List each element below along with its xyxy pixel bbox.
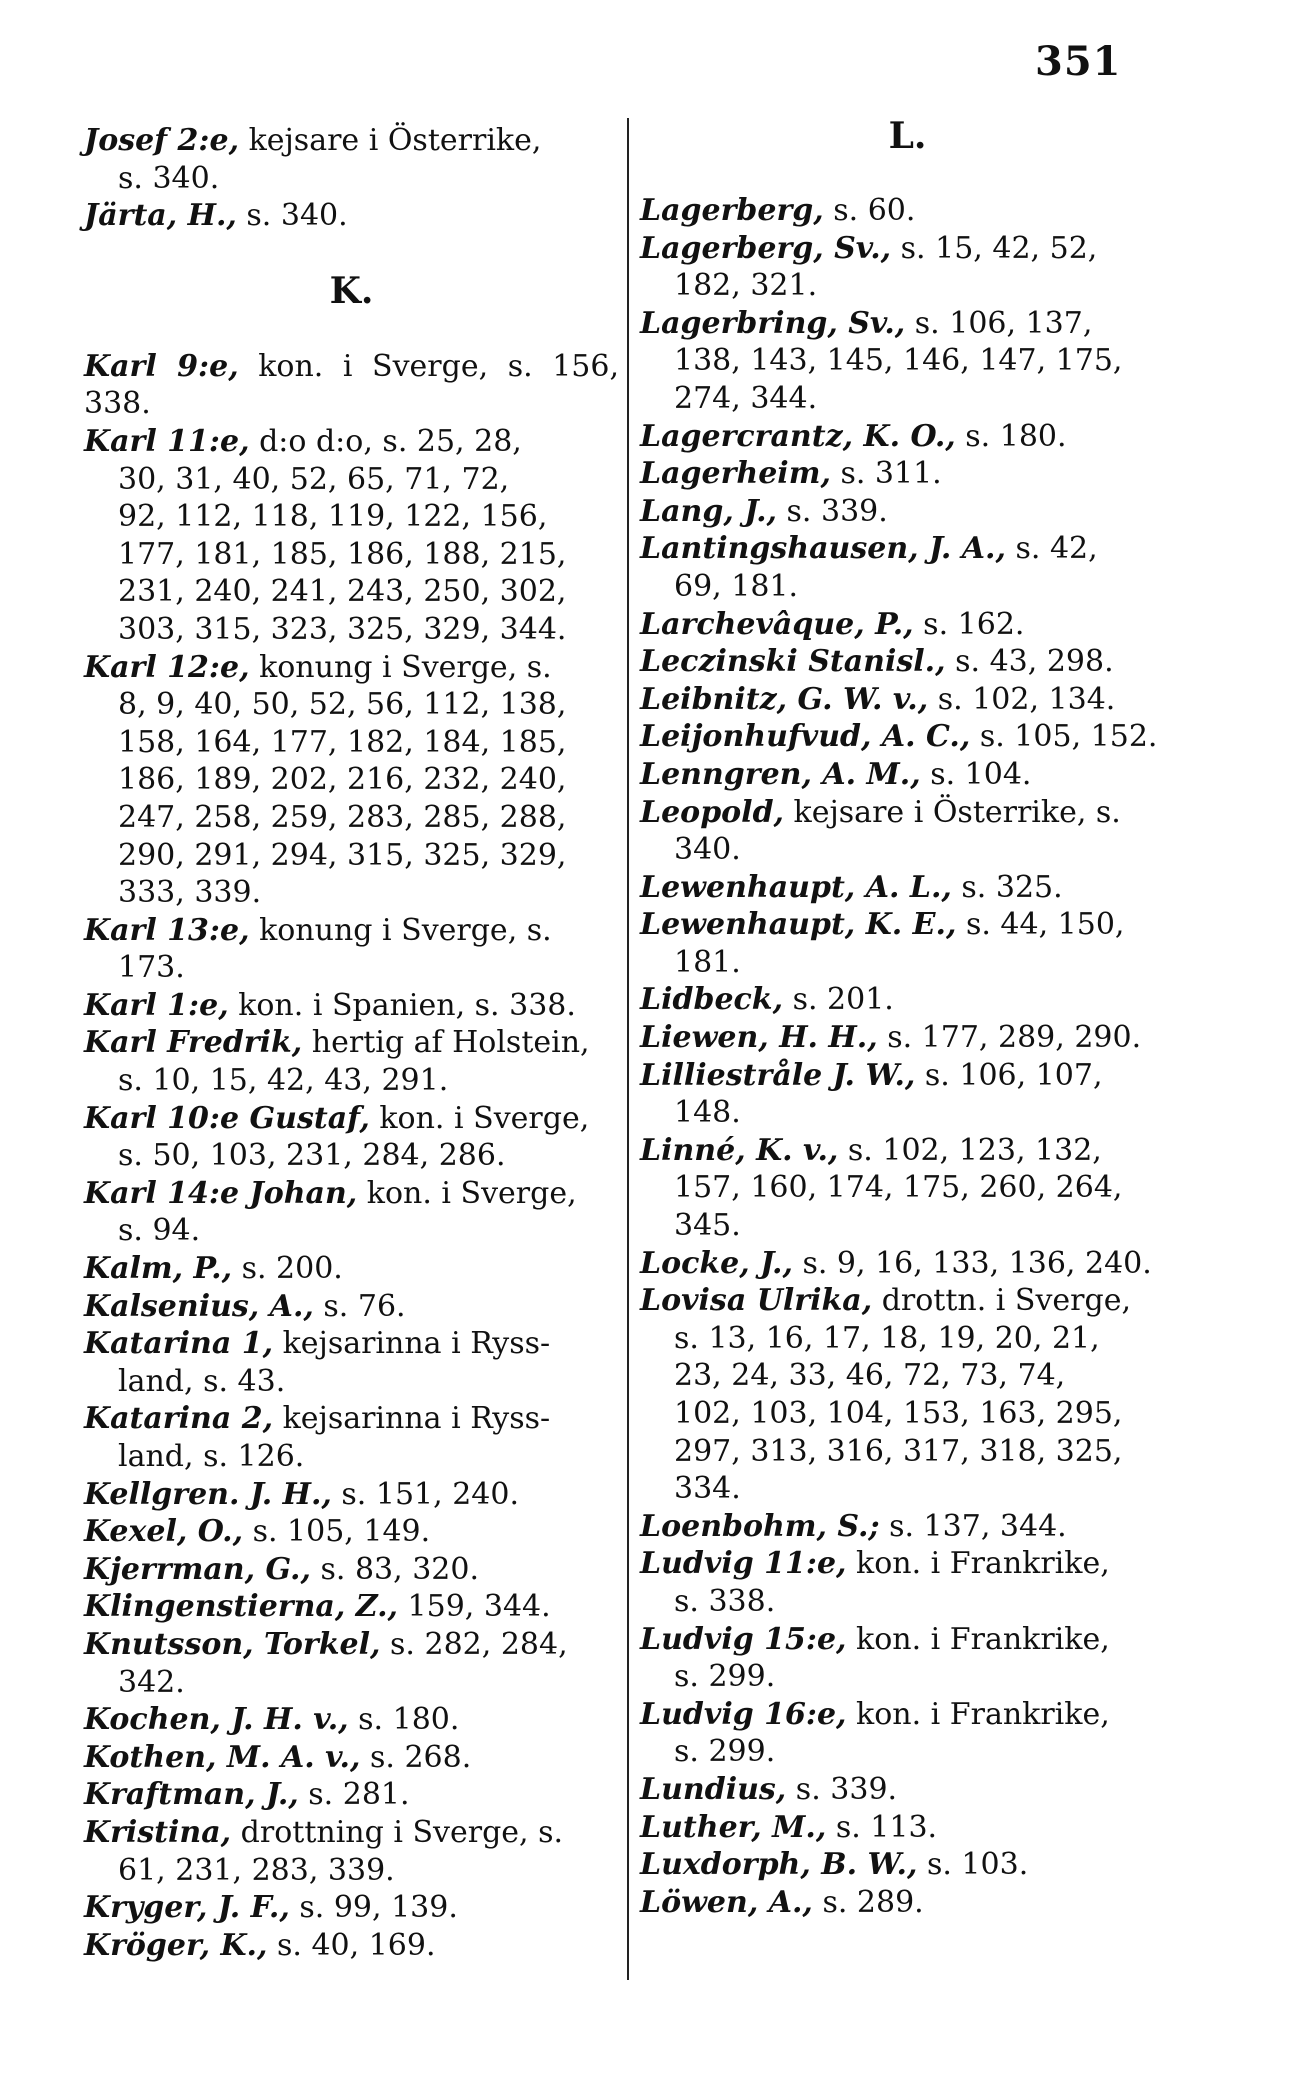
index-entry <box>640 530 1175 605</box>
entry-continuation: s. 10, 15, 42, 43, 291. <box>118 1063 449 1099</box>
entry-name: Kothen, M. A. v., <box>84 1739 361 1775</box>
entry-name: Loenbohm, S.; <box>640 1508 880 1544</box>
entry-name: Leopold, <box>640 794 784 830</box>
index-entry <box>640 981 1175 1019</box>
entry-name: Lagercrantz, K. O., <box>640 418 956 454</box>
entry-text: s. 268. <box>370 1739 472 1775</box>
index-entry <box>640 1696 1175 1771</box>
entry-name: Karl 9:e, <box>84 348 239 384</box>
index-entry <box>84 122 619 197</box>
entry-name: Ludvig 15:e, <box>640 1621 847 1657</box>
entry-continuation: land, s. 126. <box>118 1439 305 1474</box>
entry-text: s. 340. <box>246 198 348 234</box>
index-entry <box>84 1513 619 1551</box>
index-entry <box>84 1024 619 1099</box>
entry-continuation: 181. <box>674 944 741 980</box>
entry-name: Kalm, P., <box>84 1251 233 1287</box>
entry-text: konung i Sverge, s. <box>259 912 552 948</box>
entry-name: Kristina, <box>84 1814 232 1850</box>
index-entry <box>640 1545 1175 1620</box>
index-entry <box>640 1132 1175 1245</box>
entry-name: Liewen, H. H., <box>640 1020 878 1056</box>
entry-name: Karl 13:e, <box>84 912 250 948</box>
column-divider <box>627 118 629 1980</box>
entry-name: Josef 2:e, <box>84 123 240 158</box>
entry-continuation: s. 340. <box>118 160 220 196</box>
entry-continuation: 274, 344. <box>674 380 818 416</box>
entry-name: Karl 1:e, <box>84 987 229 1023</box>
entry-name: Kexel, O., <box>84 1514 244 1550</box>
entry-text: konung i Sverge, s. <box>259 649 552 685</box>
entry-text: s. 151, 240. <box>341 1476 520 1512</box>
entry-continuation: 340. <box>674 832 741 868</box>
entry-continuation: 342. <box>118 1664 185 1700</box>
entry-name: Leczinski Stanisl., <box>640 644 946 680</box>
entry-name: Lewenhaupt, A. L., <box>640 869 952 905</box>
entry-name: Lagerbring, Sv., <box>640 305 906 341</box>
index-entry <box>84 1100 619 1175</box>
entry-text: s. 44, 150, <box>965 907 1125 943</box>
entry-text: s. 99, 139. <box>299 1890 458 1926</box>
entry-text: s. 282, 284, <box>390 1626 568 1662</box>
entry-text: s. 106, 137, <box>914 305 1093 341</box>
entry-continuation: 61, 231, 283, 339. <box>118 1852 395 1888</box>
entry-text: s. 60. <box>833 193 916 228</box>
index-entry <box>84 1175 619 1250</box>
entry-name: Lagerberg, <box>640 193 824 228</box>
entry-continuation: 92, 112, 118, 119, 122, 156, <box>118 499 548 535</box>
entry-name: Luther, M., <box>640 1809 827 1845</box>
entry-continuation: 334. <box>674 1471 741 1507</box>
index-entry <box>84 423 619 649</box>
entry-text: s. 103. <box>926 1847 1029 1883</box>
entry-name: Karl Fredrik, <box>84 1025 303 1061</box>
entry-continuation: 69, 181. <box>674 568 799 604</box>
index-entry <box>84 1739 619 1777</box>
entry-name: Karl 10:e Gustaf, <box>84 1100 370 1136</box>
entry-text: kon. i Frankrike, <box>856 1696 1110 1732</box>
entry-continuation: 158, 164, 177, 182, 184, 185, <box>118 724 567 760</box>
entry-text: s. 40, 169. <box>276 1927 436 1963</box>
entry-text: s. 83, 320. <box>320 1551 480 1587</box>
entry-text: s. 105, 149. <box>252 1514 431 1550</box>
section-letter: K. <box>329 269 374 312</box>
entry-continuation: s. 299. <box>674 1659 776 1695</box>
entry-name: Larchevâque, P., <box>640 606 914 642</box>
entry-text: s. 180. <box>965 418 1067 454</box>
entry-name: Lagerberg, Sv., <box>640 230 892 266</box>
page-number: 351 <box>1035 38 1122 85</box>
entry-name: Kraftman, J., <box>84 1777 299 1813</box>
entry-continuation: 231, 240, 241, 243, 250, 302, <box>118 574 567 610</box>
index-entry <box>640 756 1175 794</box>
index-entry <box>84 1476 619 1514</box>
entry-text: kon. i Sverge, <box>366 1175 577 1211</box>
entry-text: s. 15, 42, 52, <box>900 230 1098 266</box>
index-column-right <box>640 115 1175 1921</box>
entry-text: kon. i Sverge, <box>379 1100 590 1136</box>
entry-text: s. 162. <box>923 606 1025 642</box>
entry-text: kejsarinna i Ryss- <box>282 1326 551 1362</box>
index-entry <box>640 794 1175 869</box>
entry-name: Ludvig 16:e, <box>640 1696 847 1732</box>
entry-text: s. 325. <box>961 869 1063 905</box>
entry-text: kejsarinna i Ryss- <box>282 1401 551 1437</box>
entry-text: s. 9, 16, 133, 136, 240. <box>802 1245 1152 1281</box>
entry-name: Lang, J., <box>640 493 777 529</box>
entry-text: s. 43, 298. <box>955 644 1114 680</box>
index-entry <box>640 1282 1175 1508</box>
index-entry <box>640 305 1175 418</box>
index-entry <box>640 606 1175 644</box>
entry-continuation: land, s. 43. <box>118 1363 286 1399</box>
entry-continuation: 8, 9, 40, 50, 52, 56, 112, 138, <box>118 687 567 723</box>
index-entry <box>640 681 1175 719</box>
index-entry <box>640 493 1175 531</box>
index-entry <box>84 1626 619 1701</box>
entry-name: Kalsenius, A., <box>84 1288 314 1324</box>
entry-continuation: 148. <box>674 1095 741 1131</box>
entry-name: Järta, H., <box>84 198 237 234</box>
index-entry <box>84 197 619 235</box>
entry-text: s. 289. <box>822 1884 924 1920</box>
entry-continuation: 290, 291, 294, 315, 325, 329, <box>118 837 567 873</box>
index-entry <box>84 649 619 912</box>
entry-text: drottn. i Sverge, <box>881 1283 1132 1319</box>
index-entry <box>84 1400 619 1475</box>
entry-continuation: 157, 160, 174, 175, 260, 264, <box>674 1170 1123 1206</box>
index-entry <box>84 348 619 423</box>
index-entry <box>84 1701 619 1739</box>
index-column-left <box>84 122 619 1964</box>
entry-text: s. 177, 289, 290. <box>887 1020 1142 1056</box>
entry-continuation: s. 299. <box>674 1734 776 1770</box>
entry-name: Lovisa Ulrika, <box>640 1283 873 1319</box>
entry-name: Luxdorph, B. W., <box>640 1847 918 1883</box>
entry-text: d:o d:o, s. 25, 28, <box>259 423 522 459</box>
entry-text: s. 311. <box>840 456 942 492</box>
index-entry <box>84 1288 619 1326</box>
index-entry <box>84 1250 619 1288</box>
index-entry <box>640 1884 1175 1922</box>
index-entry <box>640 1621 1175 1696</box>
index-entry <box>640 869 1175 907</box>
entry-continuation: 297, 313, 316, 317, 318, 325, <box>674 1433 1123 1469</box>
entry-name: Lagerheim, <box>640 456 831 492</box>
entry-continuation: s. 338. <box>674 1583 776 1619</box>
index-entry <box>640 718 1175 756</box>
index-entry <box>84 1889 619 1927</box>
index-entry <box>84 1588 619 1626</box>
entry-name: Lidbeck, <box>640 982 784 1018</box>
entry-continuation: 177, 181, 185, 186, 188, 215, <box>118 536 567 572</box>
entry-text: hertig af Holstein, <box>311 1025 590 1061</box>
entry-text: s. 339. <box>786 493 888 529</box>
entry-name: Kryger, J. F., <box>84 1890 290 1926</box>
index-entry <box>84 912 619 987</box>
entry-text: kon. i Spanien, s. 338. <box>238 987 576 1023</box>
entry-continuation: 23, 24, 33, 46, 72, 73, 74, <box>674 1358 1066 1394</box>
entry-name: Lenngren, A. M., <box>640 756 921 792</box>
entry-text: kon. i Sverge, s. 156, 338. <box>84 348 619 422</box>
entry-name: Lantingshausen, J. A., <box>640 531 1006 567</box>
entry-text: s. 105, 152. <box>979 719 1158 755</box>
entry-continuation: 182, 321. <box>674 268 818 304</box>
entry-text: s. 137, 344. <box>889 1508 1067 1544</box>
entry-name: Lilliestråle J. W., <box>640 1057 916 1093</box>
entry-text: s. 106, 107, <box>924 1057 1103 1093</box>
entry-name: Karl 12:e, <box>84 649 250 685</box>
entry-text: s. 113. <box>835 1809 938 1845</box>
entry-name: Klingenstierna, Z., <box>84 1589 398 1625</box>
index-entry <box>640 1245 1175 1283</box>
index-entry <box>84 1325 619 1400</box>
entry-text: s. 180. <box>358 1702 460 1738</box>
entry-name: Karl 11:e, <box>84 423 250 459</box>
entry-name: Kochen, J. H. v., <box>84 1702 349 1738</box>
index-entry <box>84 1927 619 1965</box>
index-entry <box>84 1776 619 1814</box>
index-entry <box>84 1551 619 1589</box>
entry-continuation: s. 13, 16, 17, 18, 19, 20, 21, <box>674 1320 1100 1356</box>
entry-name: Kellgren. J. H., <box>84 1476 332 1512</box>
entry-name: Knutsson, Torkel, <box>84 1626 381 1662</box>
entry-continuation: 303, 315, 323, 325, 329, 344. <box>118 611 567 647</box>
index-entry <box>640 643 1175 681</box>
entry-text: s. 104. <box>930 756 1032 792</box>
section-letter: L. <box>888 115 927 157</box>
index-entry <box>640 455 1175 493</box>
entry-name: Katarina 2, <box>84 1401 274 1437</box>
entry-name: Linné, K. v., <box>640 1132 839 1168</box>
index-entry <box>640 1057 1175 1132</box>
entry-continuation: 173. <box>118 950 185 986</box>
entry-continuation: 30, 31, 40, 52, 65, 71, 72, <box>118 461 510 497</box>
entry-text: s. 200. <box>241 1251 343 1287</box>
entry-continuation: 345. <box>674 1208 741 1244</box>
index-entry <box>640 1846 1175 1884</box>
entry-text: drottning i Sverge, s. <box>240 1814 564 1850</box>
entry-text: kejsare i Österrike, s. <box>793 794 1121 830</box>
entry-continuation: 102, 103, 104, 153, 163, 295, <box>674 1396 1123 1431</box>
entry-name: Löwen, A., <box>640 1884 813 1920</box>
entry-name: Ludvig 11:e, <box>640 1546 847 1582</box>
index-entry <box>84 987 619 1025</box>
index-entry <box>640 230 1175 305</box>
entry-name: Leibnitz, G. W. v., <box>640 681 929 717</box>
index-entry <box>640 1508 1175 1546</box>
index-entry <box>640 1019 1175 1057</box>
entry-text: s. 281. <box>308 1777 410 1813</box>
entry-name: Leijonhufvud, A. C., <box>640 719 971 755</box>
index-entry <box>84 1814 619 1889</box>
entry-text: kon. i Frankrike, <box>856 1621 1110 1657</box>
entry-text: kejsare i Österrike, <box>248 123 542 158</box>
entry-text: s. 102, 123, 132, <box>847 1132 1102 1168</box>
entry-name: Kröger, K., <box>84 1927 268 1963</box>
entry-name: Locke, J., <box>640 1245 793 1281</box>
entry-text: s. 76. <box>323 1288 406 1324</box>
entry-continuation: s. 50, 103, 231, 284, 286. <box>118 1138 506 1174</box>
index-entry <box>640 906 1175 981</box>
entry-text: s. 102, 134. <box>937 681 1116 717</box>
index-entry <box>640 1771 1175 1809</box>
entry-name: Kjerrman, G., <box>84 1551 311 1587</box>
entry-name: Lundius, <box>640 1771 787 1807</box>
entry-text: s. 339. <box>795 1771 898 1807</box>
entry-text: s. 42, <box>1015 531 1098 567</box>
entry-continuation: 247, 258, 259, 283, 285, 288, <box>118 799 567 835</box>
entry-name: Katarina 1, <box>84 1326 274 1362</box>
index-entry <box>640 1809 1175 1847</box>
entry-text: kon. i Frankrike, <box>856 1546 1110 1582</box>
entry-name: Lewenhaupt, K. E., <box>640 907 957 943</box>
entry-continuation: 138, 143, 145, 146, 147, 175, <box>674 343 1123 379</box>
entry-text: 159, 344. <box>407 1589 551 1625</box>
entry-text: s. 201. <box>792 982 894 1018</box>
index-entry <box>640 418 1175 456</box>
index-entry <box>640 192 1175 230</box>
entry-continuation: s. 94. <box>118 1213 201 1249</box>
entry-name: Karl 14:e Johan, <box>84 1175 358 1211</box>
entry-continuation: 333, 339. <box>118 875 262 911</box>
entry-continuation: 186, 189, 202, 216, 232, 240, <box>118 762 567 798</box>
